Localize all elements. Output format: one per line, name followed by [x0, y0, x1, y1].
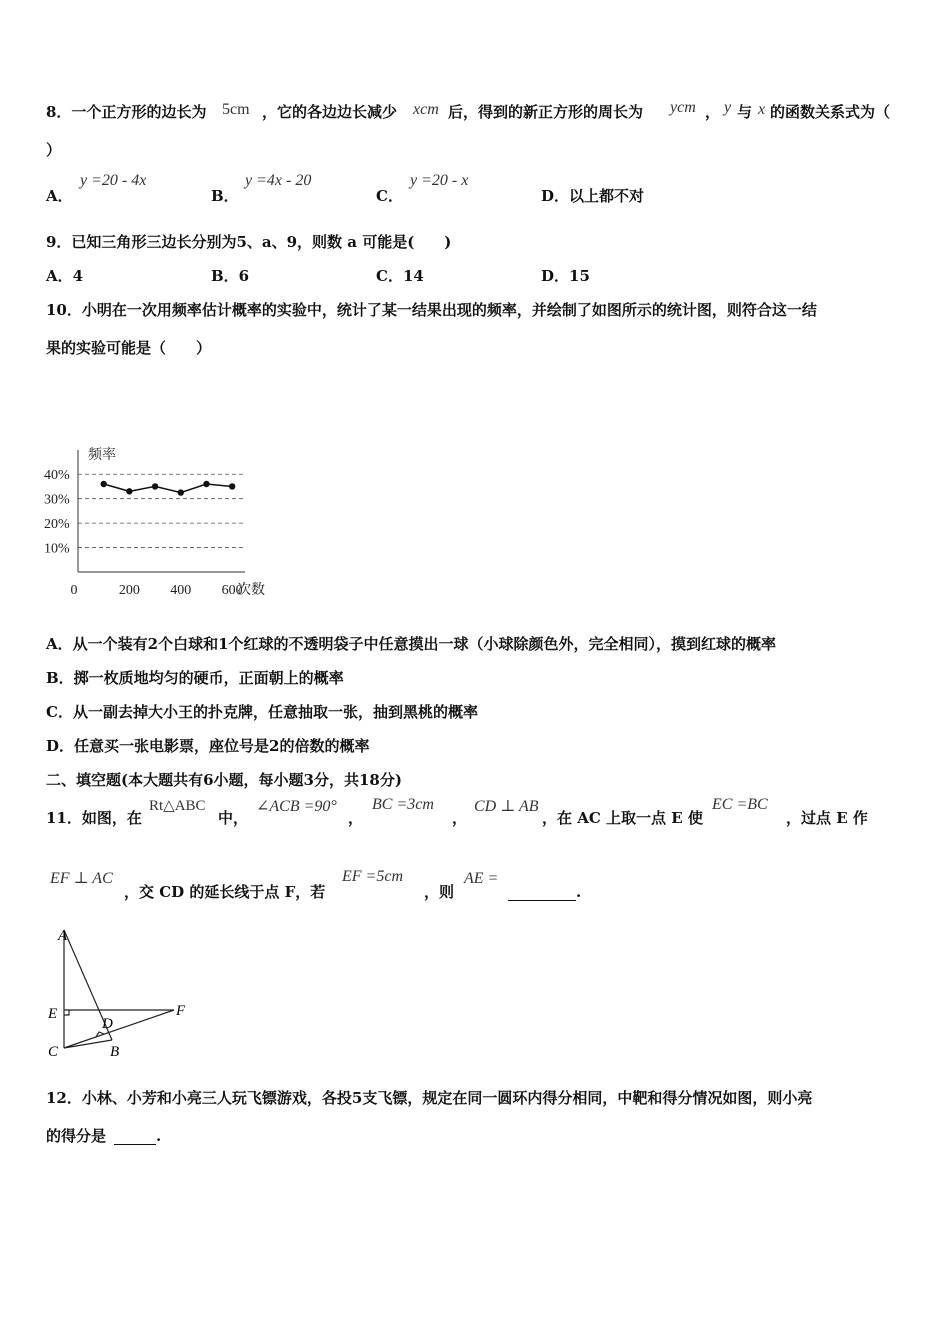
- y-tick-label: 10%: [44, 541, 70, 557]
- q11-math-ae: AE =: [464, 870, 499, 887]
- q8-option-c-expr: y =20 - x: [410, 172, 469, 189]
- data-point: [152, 483, 158, 489]
- q10-option-a: A．从一个装有2个白球和1个红球的不透明袋子中任意摸出一球（小球除颜色外，完全相同），摸到红球的概率: [46, 635, 777, 653]
- q11-answer-blank[interactable]: [508, 884, 576, 901]
- data-point: [100, 481, 106, 487]
- q11-text-3: ，: [348, 809, 364, 827]
- q11-math-ec-bc: EC =BC: [712, 796, 768, 813]
- q11-text-2: 中，: [218, 809, 249, 827]
- data-point: [229, 483, 235, 489]
- label-d: D: [102, 1016, 113, 1032]
- y-tick-label: 30%: [44, 492, 70, 508]
- q11-math-ef: EF =5cm: [342, 868, 403, 885]
- q12-stem-line1: 12．小林、小芳和小亮三人玩飞镖游戏，各投5支飞镖，规定在同一圆环内得分相同，中靶和得分情况如图，则小亮: [46, 1089, 813, 1107]
- q8-text-5: 与: [737, 103, 753, 121]
- q9-option-a: A．4: [46, 267, 84, 285]
- x-tick-label: 0: [70, 583, 78, 598]
- q8-text-2: ，它的各边边长减少: [262, 103, 398, 121]
- q10-option-b: B．掷一枚质地均匀的硬币，正面朝上的概率: [46, 669, 344, 687]
- label-a: A: [58, 928, 68, 944]
- segment-cf: [64, 1010, 174, 1048]
- q11-text-1: 11．如图，在: [46, 809, 142, 827]
- q8-math-5cm: 5cm: [222, 101, 250, 118]
- q11-text-9: .: [576, 883, 582, 901]
- q11-math-triangle: Rt△ABC: [149, 798, 206, 814]
- q9-option-c: C．14: [376, 267, 424, 285]
- q8-text-close: ）: [46, 141, 62, 159]
- q8-text-1: 8．一个正方形的边长为: [46, 103, 207, 121]
- y-tick-label: 20%: [44, 517, 70, 533]
- q8-option-a-label: A．: [46, 187, 73, 205]
- right-angle-mark-e: [64, 1010, 69, 1015]
- q11-triangle-figure: [40, 920, 200, 1065]
- section-2-heading: 二、填空题(本大题共有6小题，每小题3分，共18分): [46, 771, 402, 789]
- data-point: [126, 488, 132, 494]
- data-point: [203, 481, 209, 487]
- chart-series-line: [104, 484, 232, 493]
- chart-x-label: 次数: [237, 583, 265, 598]
- q11-math-cd-perp-ab: CD ⊥ AB: [474, 798, 539, 815]
- q11-text-4: ，: [452, 809, 468, 827]
- q8-option-d: D．以上都不对: [541, 187, 645, 205]
- q11-math-ef-perp-ac: EF ⊥ AC: [50, 870, 113, 887]
- q8-option-b-expr: y =4x - 20: [245, 172, 312, 189]
- q11-text-8: ，则: [424, 883, 455, 901]
- q10-stem-line1: 10．小明在一次用频率估计概率的实验中，统计了某一结果出现的频率，并绘制了如图所示的统计图，则符合这一结: [46, 301, 817, 319]
- q12-stem-line2: 的得分是: [46, 1127, 107, 1145]
- y-tick-label: 40%: [44, 468, 70, 484]
- x-tick-label: 200: [118, 583, 140, 598]
- q8-math-x: x: [758, 101, 766, 118]
- q8-math-y: y: [724, 99, 732, 116]
- label-c: C: [48, 1044, 59, 1060]
- segment-cb: [64, 1040, 112, 1048]
- chart-y-label: 频率: [88, 448, 116, 463]
- q8-text-6: 的函数关系式为（: [770, 103, 891, 121]
- data-point: [178, 489, 184, 495]
- label-b: B: [110, 1044, 120, 1060]
- q11-math-bc: BC =3cm: [372, 796, 434, 813]
- frequency-chart: [40, 440, 280, 605]
- q8-math-xcm: xcm: [413, 101, 439, 118]
- q12-answer-blank[interactable]: [114, 1128, 156, 1145]
- q11-math-angle: ∠ACB =90°: [256, 798, 337, 815]
- chart-ticks: [44, 468, 243, 598]
- q11-text-6: ，过点 E 作: [786, 809, 868, 827]
- q11-text-5: ，在 AC 上取一点 E 使: [542, 809, 703, 827]
- q8-text-4: ，: [705, 103, 721, 121]
- q11-text-7: ，交 CD 的延长线于点 F，若: [124, 883, 326, 901]
- q8-text-3: 后，得到的新正方形的周长为: [448, 103, 644, 121]
- q10-stem-line2: 果的实验可能是（ ）: [46, 339, 212, 357]
- q9-stem: 9．已知三角形三边长分别为5、a、9，则数 a 可能是( ): [46, 233, 452, 251]
- q8-math-ycm: ycm: [670, 99, 696, 116]
- q9-option-b: B．6: [211, 267, 250, 285]
- x-tick-label: 400: [170, 583, 192, 598]
- label-f: F: [176, 1003, 186, 1019]
- label-e: E: [48, 1006, 58, 1022]
- q9-option-d: D．15: [541, 267, 590, 285]
- q8-option-b-label: B．: [211, 187, 239, 205]
- q8-option-a-expr: y =20 - 4x: [80, 172, 147, 189]
- x-tick-label: 600: [221, 583, 243, 598]
- q8-option-c-label: C．: [376, 187, 403, 205]
- q12-stem-end: .: [156, 1127, 162, 1145]
- q10-option-c: C．从一副去掉大小王的扑克牌，任意抽取一张，抽到黑桃的概率: [46, 703, 478, 721]
- q10-option-d: D．任意买一张电影票，座位号是2的倍数的概率: [46, 737, 370, 755]
